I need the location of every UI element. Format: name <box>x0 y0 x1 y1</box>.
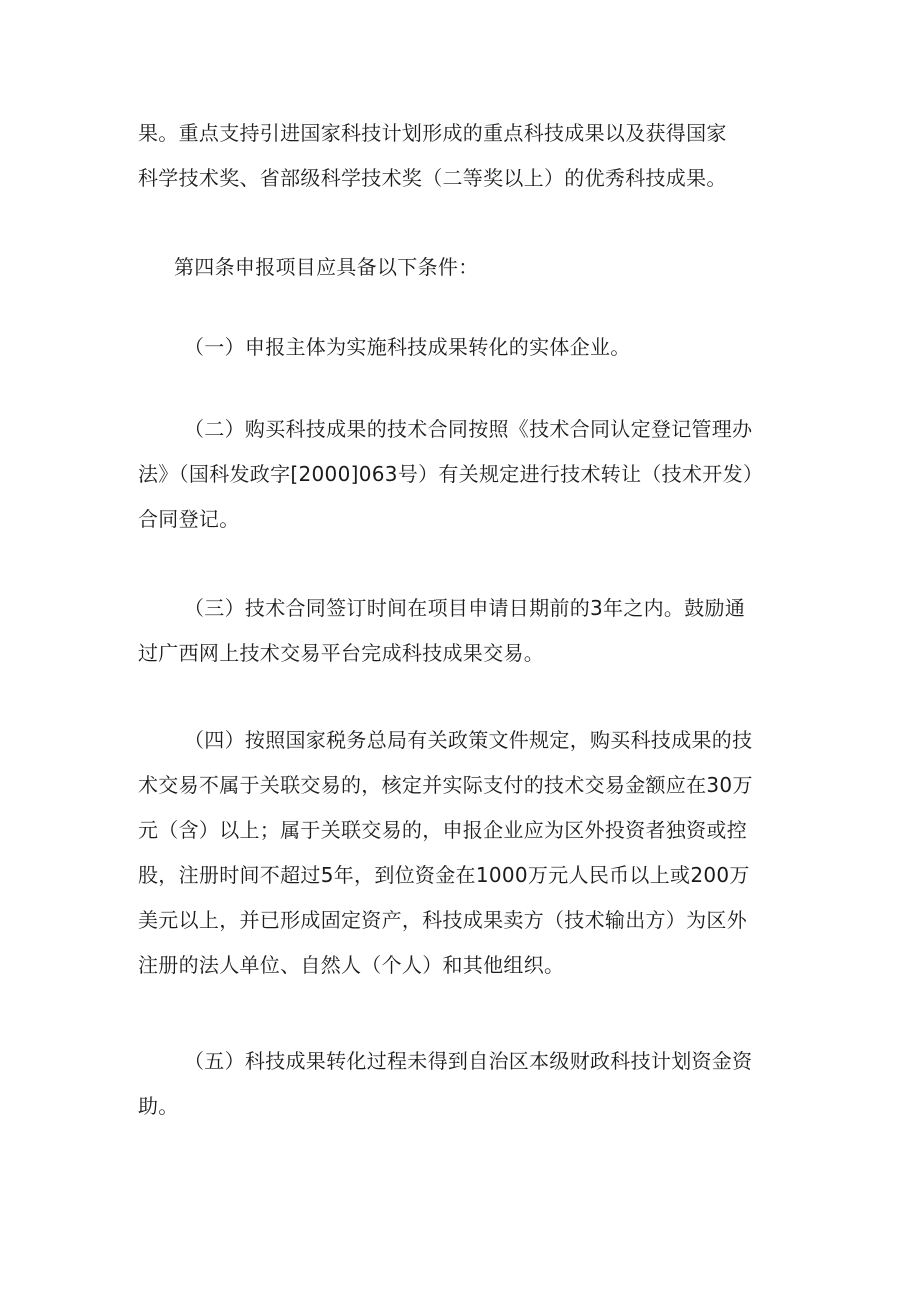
text-line: （五）科技成果转化过程未得到自治区本级财政科技计划资金资 <box>184 1049 753 1073</box>
paragraph-condition-1 <box>138 325 798 370</box>
text-line: 科学技术奖、省部级科学技术奖（二等奖以上）的优秀科技成果。 <box>138 166 727 190</box>
paragraph-continuation <box>138 111 798 201</box>
paragraph-condition-2 <box>138 407 798 542</box>
text-line: 果。重点支持引进国家科技计划形成的重点科技成果以及获得国家 <box>138 121 727 145</box>
text-line: 股，注册时间不超过5年，到位资金在1000万元人民币以上或200万 <box>138 863 750 887</box>
text-line: 法》（国科发政字[2000]063号）有关规定进行技术转让（技术开发） <box>138 462 764 486</box>
text-line: （三）技术合同签订时间在项目申请日期前的3年之内。鼓励通 <box>184 596 746 620</box>
text-line: 术交易不属于关联交易的，核定并实际支付的技术交易金额应在30万 <box>138 773 753 797</box>
text-line: 过广西网上技术交易平台完成科技成果交易。 <box>138 641 544 665</box>
text-line: 第四条申报项目应具备以下条件： <box>174 255 479 279</box>
text-line: 注册的法人单位、自然人（个人）和其他组织。 <box>138 953 565 977</box>
text-line: 元（含）以上；属于关联交易的，申报企业应为区外投资者独资或控 <box>138 818 747 842</box>
paragraph-condition-4 <box>138 718 798 988</box>
text-line: （一）申报主体为实施科技成果转化的实体企业。 <box>184 335 631 359</box>
paragraph-article-4-heading <box>138 245 798 290</box>
text-line: （四）按照国家税务总局有关政策文件规定，购买科技成果的技 <box>184 728 753 752</box>
text-line: 美元以上，并已形成固定资产，科技成果卖方（技术输出方）为区外 <box>138 908 747 932</box>
text-line: 合同登记。 <box>138 507 240 531</box>
paragraph-condition-5 <box>138 1039 798 1129</box>
paragraph-condition-3 <box>138 586 798 676</box>
text-line: （二）购买科技成果的技术合同按照《技术合同认定登记管理办 <box>184 417 753 441</box>
text-line: 助。 <box>138 1094 179 1118</box>
